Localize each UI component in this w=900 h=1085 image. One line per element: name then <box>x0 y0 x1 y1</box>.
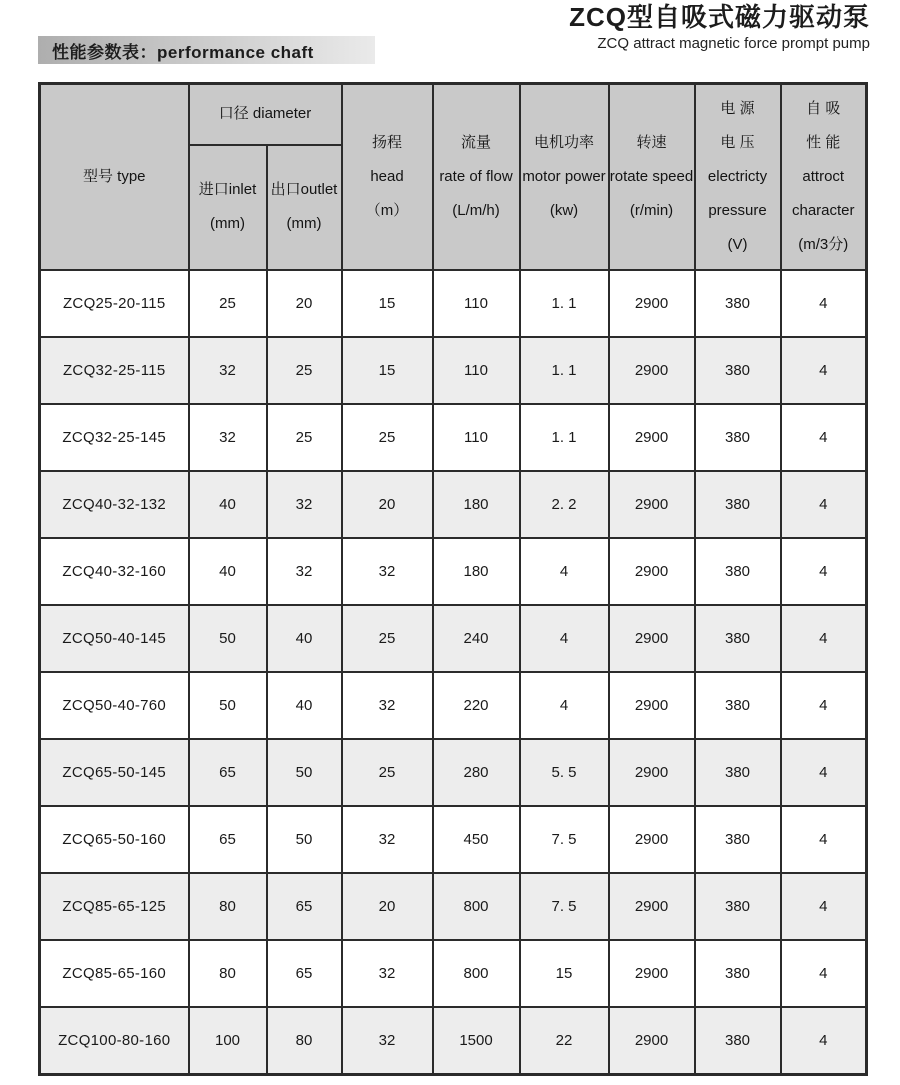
performance-parameter-table <box>38 82 868 1076</box>
cell-inlet: 65 <box>189 739 267 806</box>
cell-power: 2. 2 <box>520 471 609 538</box>
cell-outlet: 20 <box>267 270 342 337</box>
cell-power: 1. 1 <box>520 404 609 471</box>
cell-voltage: 380 <box>695 404 781 471</box>
section-label: 性能参数表：performance chaft <box>52 42 314 62</box>
cell-inlet: 65 <box>189 806 267 873</box>
header-head: 扬程 head （m） <box>342 84 433 270</box>
header-voltage: 电 源 电 压 electricty pressure (V) <box>695 84 781 270</box>
header-type: 型号 type <box>40 84 189 270</box>
header-inlet: 进口inlet (mm) <box>189 145 267 270</box>
cell-head: 25 <box>342 739 433 806</box>
cell-speed: 2900 <box>609 471 695 538</box>
cell-model: ZCQ65-50-160 <box>40 806 189 873</box>
cell-outlet: 32 <box>267 538 342 605</box>
cell-power: 7. 5 <box>520 806 609 873</box>
cell-outlet: 50 <box>267 739 342 806</box>
table-row <box>40 404 867 471</box>
header-row-top <box>40 84 867 145</box>
cell-flow: 180 <box>433 471 520 538</box>
cell-attract: 4 <box>781 605 867 672</box>
cell-voltage: 380 <box>695 605 781 672</box>
cell-inlet: 80 <box>189 940 267 1007</box>
cell-speed: 2900 <box>609 404 695 471</box>
cell-speed: 2900 <box>609 605 695 672</box>
cell-flow: 180 <box>433 538 520 605</box>
cell-attract: 4 <box>781 270 867 337</box>
table-row <box>40 940 867 1007</box>
header-flow: 流量 rate of flow (L/m/h) <box>433 84 520 270</box>
table-row <box>40 806 867 873</box>
cell-head: 20 <box>342 471 433 538</box>
cell-attract: 4 <box>781 1007 867 1075</box>
cell-flow: 450 <box>433 806 520 873</box>
cell-inlet: 32 <box>189 337 267 404</box>
cell-speed: 2900 <box>609 270 695 337</box>
cell-head: 25 <box>342 605 433 672</box>
cell-outlet: 80 <box>267 1007 342 1075</box>
cell-head: 32 <box>342 940 433 1007</box>
cell-head: 15 <box>342 337 433 404</box>
cell-power: 15 <box>520 940 609 1007</box>
cell-flow: 1500 <box>433 1007 520 1075</box>
cell-attract: 4 <box>781 538 867 605</box>
cell-attract: 4 <box>781 940 867 1007</box>
cell-model: ZCQ50-40-145 <box>40 605 189 672</box>
cell-outlet: 50 <box>267 806 342 873</box>
table-row <box>40 739 867 806</box>
cell-voltage: 380 <box>695 806 781 873</box>
cell-power: 4 <box>520 672 609 739</box>
cell-outlet: 32 <box>267 471 342 538</box>
table-row <box>40 270 867 337</box>
cell-head: 20 <box>342 873 433 940</box>
cell-power: 1. 1 <box>520 337 609 404</box>
cell-voltage: 380 <box>695 337 781 404</box>
cell-model: ZCQ40-32-160 <box>40 538 189 605</box>
cell-attract: 4 <box>781 873 867 940</box>
cell-inlet: 40 <box>189 471 267 538</box>
cell-head: 25 <box>342 404 433 471</box>
cell-head: 32 <box>342 806 433 873</box>
cell-flow: 800 <box>433 940 520 1007</box>
cell-inlet: 32 <box>189 404 267 471</box>
cell-voltage: 380 <box>695 672 781 739</box>
cell-flow: 110 <box>433 270 520 337</box>
cell-inlet: 50 <box>189 672 267 739</box>
header-rotate-speed: 转速 rotate speed (r/min) <box>609 84 695 270</box>
cell-attract: 4 <box>781 739 867 806</box>
cell-outlet: 25 <box>267 404 342 471</box>
cell-model: ZCQ25-20-115 <box>40 270 189 337</box>
table-row <box>40 337 867 404</box>
cell-voltage: 380 <box>695 270 781 337</box>
cell-flow: 110 <box>433 404 520 471</box>
cell-outlet: 65 <box>267 873 342 940</box>
cell-speed: 2900 <box>609 940 695 1007</box>
section-label-bar <box>38 36 375 64</box>
cell-speed: 2900 <box>609 739 695 806</box>
cell-power: 1. 1 <box>520 270 609 337</box>
cell-flow: 110 <box>433 337 520 404</box>
cell-flow: 220 <box>433 672 520 739</box>
cell-inlet: 50 <box>189 605 267 672</box>
cell-speed: 2900 <box>609 672 695 739</box>
cell-attract: 4 <box>781 672 867 739</box>
table-row <box>40 605 867 672</box>
table-row <box>40 538 867 605</box>
cell-attract: 4 <box>781 471 867 538</box>
cell-model: ZCQ32-25-145 <box>40 404 189 471</box>
cell-head: 15 <box>342 270 433 337</box>
cell-power: 7. 5 <box>520 873 609 940</box>
header-motor-power: 电机功率 motor power (kw) <box>520 84 609 270</box>
table-row <box>40 873 867 940</box>
cell-inlet: 40 <box>189 538 267 605</box>
cell-voltage: 380 <box>695 538 781 605</box>
cell-head: 32 <box>342 1007 433 1075</box>
header-attract: 自 吸 性 能 attroct character (m/3分) <box>781 84 867 270</box>
cell-speed: 2900 <box>609 337 695 404</box>
cell-model: ZCQ65-50-145 <box>40 739 189 806</box>
cell-voltage: 380 <box>695 471 781 538</box>
cell-voltage: 380 <box>695 873 781 940</box>
header-diameter-group: 口径 diameter <box>189 84 342 145</box>
cell-inlet: 80 <box>189 873 267 940</box>
cell-outlet: 40 <box>267 672 342 739</box>
cell-outlet: 40 <box>267 605 342 672</box>
cell-model: ZCQ50-40-760 <box>40 672 189 739</box>
cell-model: ZCQ40-32-132 <box>40 471 189 538</box>
cell-flow: 280 <box>433 739 520 806</box>
cell-outlet: 25 <box>267 337 342 404</box>
cell-outlet: 65 <box>267 940 342 1007</box>
cell-power: 5. 5 <box>520 739 609 806</box>
cell-attract: 4 <box>781 404 867 471</box>
table-row <box>40 1007 867 1075</box>
page-title-english: ZCQ attract magnetic force prompt pump <box>597 35 870 52</box>
page-title-block <box>569 2 870 54</box>
cell-model: ZCQ85-65-125 <box>40 873 189 940</box>
cell-voltage: 380 <box>695 940 781 1007</box>
cell-inlet: 25 <box>189 270 267 337</box>
cell-power: 22 <box>520 1007 609 1075</box>
cell-model: ZCQ32-25-115 <box>40 337 189 404</box>
page-title-chinese: ZCQ型自吸式磁力驱动泵 <box>569 2 870 32</box>
table-row <box>40 672 867 739</box>
cell-flow: 240 <box>433 605 520 672</box>
cell-power: 4 <box>520 605 609 672</box>
cell-speed: 2900 <box>609 1007 695 1075</box>
cell-speed: 2900 <box>609 538 695 605</box>
cell-speed: 2900 <box>609 806 695 873</box>
cell-voltage: 380 <box>695 1007 781 1075</box>
cell-model: ZCQ100-80-160 <box>40 1007 189 1075</box>
cell-flow: 800 <box>433 873 520 940</box>
cell-attract: 4 <box>781 337 867 404</box>
cell-speed: 2900 <box>609 873 695 940</box>
cell-inlet: 100 <box>189 1007 267 1075</box>
cell-head: 32 <box>342 538 433 605</box>
cell-attract: 4 <box>781 806 867 873</box>
header-outlet: 出口outlet (mm) <box>267 145 342 270</box>
cell-power: 4 <box>520 538 609 605</box>
table-row <box>40 471 867 538</box>
cell-voltage: 380 <box>695 739 781 806</box>
cell-model: ZCQ85-65-160 <box>40 940 189 1007</box>
cell-head: 32 <box>342 672 433 739</box>
